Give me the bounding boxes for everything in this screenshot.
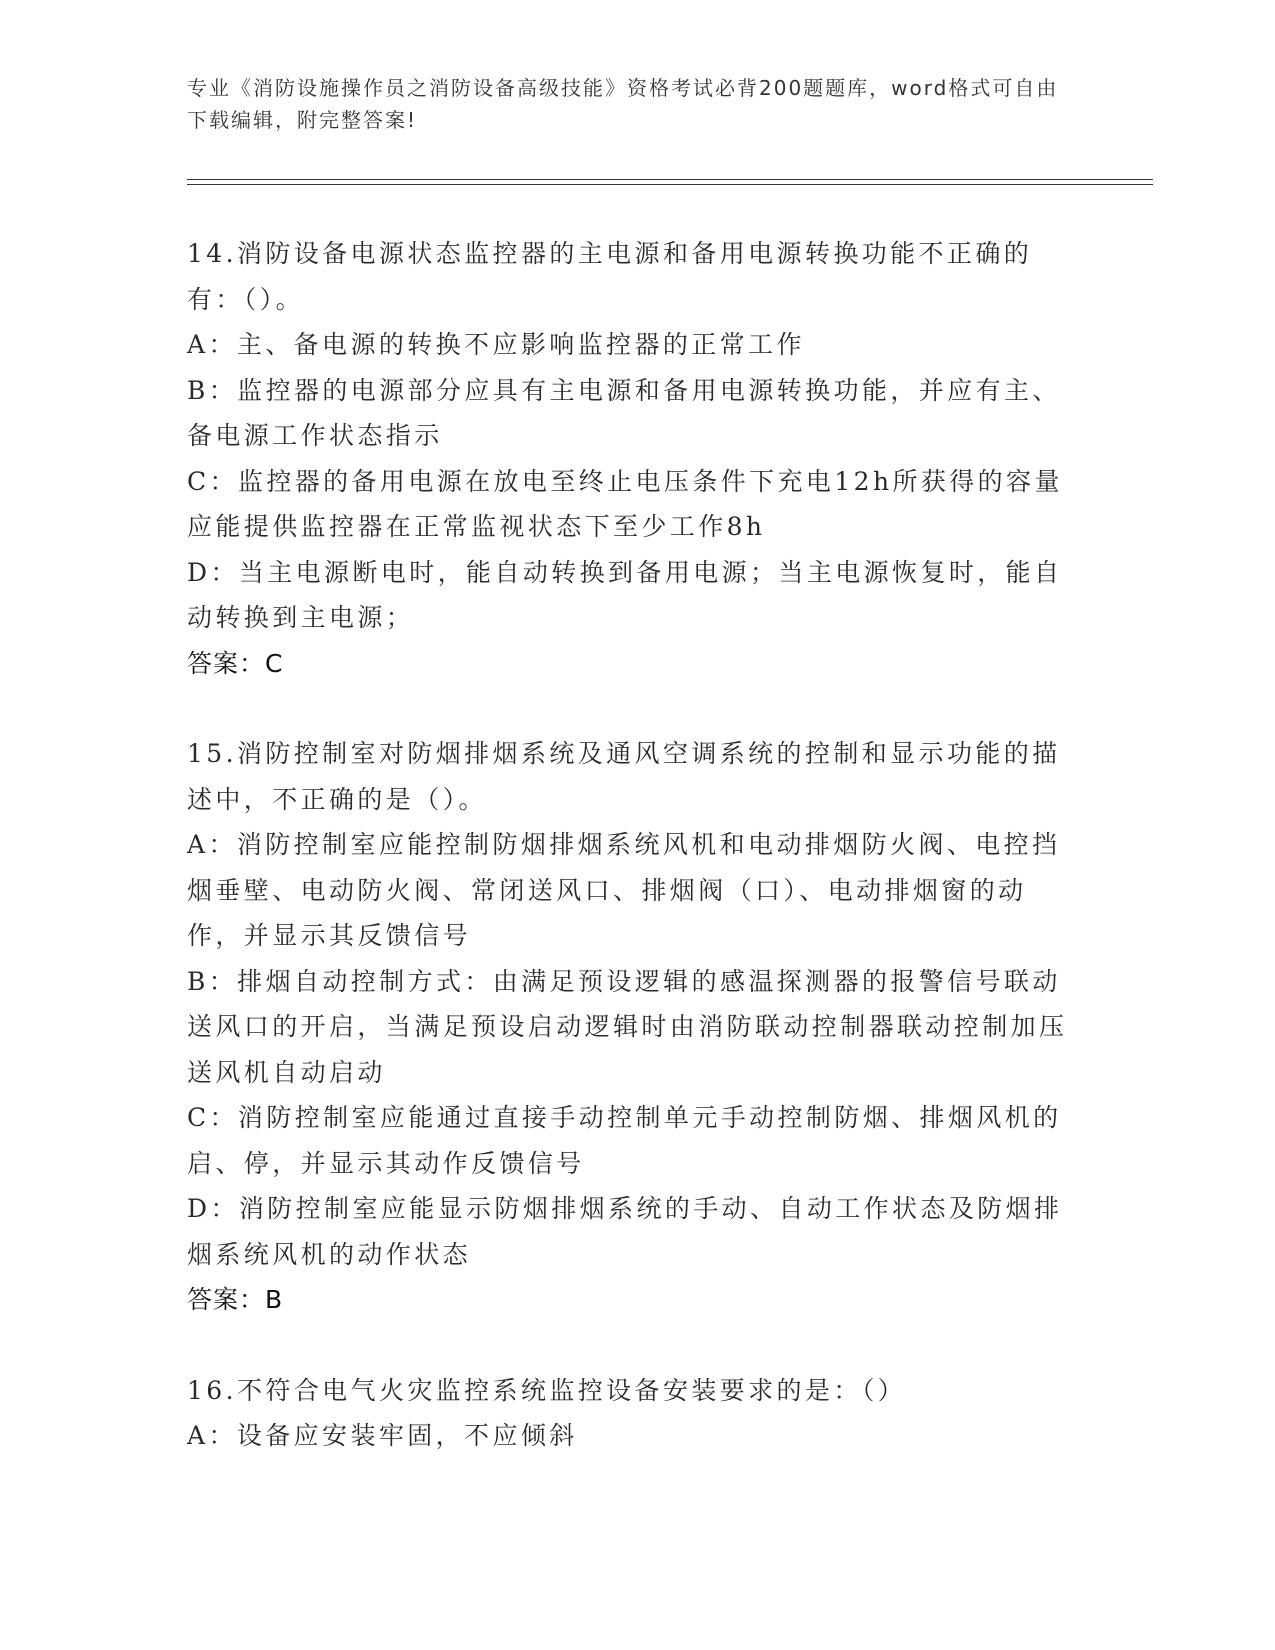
answer: 答案：B [187, 1285, 284, 1314]
option-c: C：消防控制室应能通过直接手动控制单元手动控制防烟、排烟风机的启、停，并显示其动作反馈信号 [187, 1103, 1062, 1178]
document-header: 专业《消防设施操作员之消防设备高级技能》资格考试必背200题题库，word格式可自由下载编辑，附完整答案! [187, 76, 1059, 132]
question-14 [187, 231, 1077, 686]
question-list [187, 231, 1077, 1459]
question-stem: 16.不符合电气火灾监控系统监控设备安装要求的是：（） [187, 1375, 907, 1405]
option-a: A：主、备电源的转换不应影响监控器的正常工作 [187, 330, 805, 359]
option-d: D：消防控制室应能显示防烟排烟系统的手动、自动工作状态及防烟排烟系统风机的动作状态 [187, 1194, 1063, 1269]
option-b: B：排烟自动控制方式：由满足预设逻辑的感温探测器的报警信号联动送风口的开启，当满足预设启动逻辑时由消防联动控制器联动控制加压送风机自动启动 [187, 966, 1068, 1087]
question-stem: 14.消防设备电源状态监控器的主电源和备用电源转换功能不正确的有：（）。 [187, 239, 1033, 314]
option-a: A：消防控制室应能控制防烟排烟系统风机和电动排烟防火阀、电控挡烟垂壁、电动防火阀、常闭送风口、排烟阀（口）、电动排烟窗的动作，并显示其反馈信号 [187, 830, 1061, 950]
question-stem: 15.消防控制室对防烟排烟系统及通风空调系统的控制和显示功能的描述中，不正确的是（）。 [187, 739, 1061, 814]
option-a: A：设备应安装牢固，不应倾斜 [187, 1421, 578, 1450]
header-divider-bottom [187, 184, 1153, 185]
option-b: B：监控器的电源部分应具有主电源和备用电源转换功能，并应有主、备电源工作状态指示 [187, 375, 1061, 450]
header-divider-top [187, 179, 1153, 180]
option-c: C：监控器的备用电源在放电至终止电压条件下充电12h所获得的容量应能提供监控器在正常监视状态下至少工作8h [187, 466, 1063, 541]
question-16 [187, 1368, 1077, 1459]
answer: 答案：C [187, 648, 284, 678]
option-d: D：当主电源断电时，能自动转换到备用电源；当主电源恢复时，能自动转换到主电源； [187, 557, 1063, 632]
question-15 [187, 731, 1077, 1323]
